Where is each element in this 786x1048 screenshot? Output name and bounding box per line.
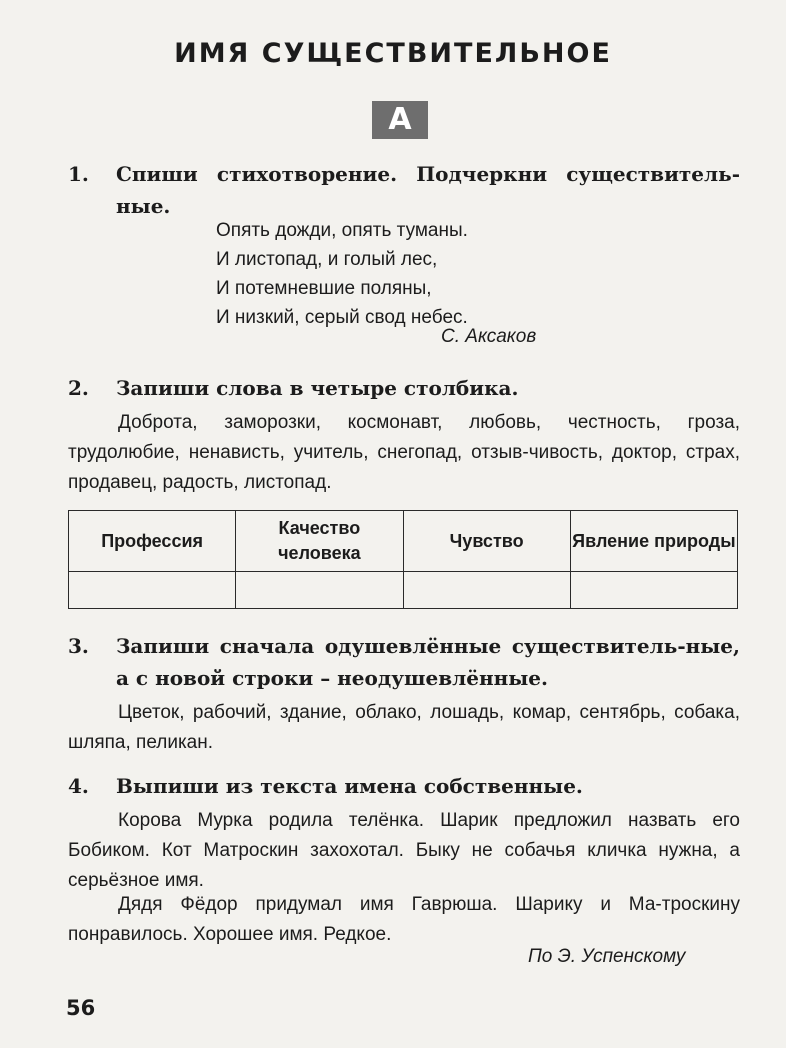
story-paragraph-1: Корова Мурка родила телёнка. Шарик предложил назвать его Бобиком. Кот Матроскин захохотал. Быку не собачья кличка нужна, а серьёзное имя. [68,810,740,891]
column-header-nature: Явление природы [570,511,737,572]
poem-author: С. Аксаков [441,326,537,347]
task-3-instruction: Запиши сначала одушевлённые существитель-ные, а с новой строки – неодушевлённые. [116,634,740,690]
task-4-instruction: Выпиши из текста имена собственные. [116,774,583,798]
story-paragraph-2: Дядя Фёдор придумал имя Гаврюша. Шарику и Ма-троскину понравилось. Хорошее имя. Редкое. [68,894,740,945]
task-2 [68,372,740,404]
page-number: 56 [66,996,96,1020]
task-2-word-list: Доброта, заморозки, космонавт, любовь, честность, гроза, трудолюбие, ненависть, учитель, снегопад, отзыв-чивость, доктор, страх, продавец, радость, листопад. [68,412,740,493]
answer-cell[interactable] [403,572,570,609]
poem-line: Опять дожди, опять туманы. [216,220,468,241]
task-3-word-list: Цветок, рабочий, здание, облако, лошадь, комар, сентябрь, собака, шляпа, пеликан. [68,702,740,753]
task-1-instruction: Спиши стихотворение. Подчеркни существитель-ные. [116,162,740,218]
poem-line: И листопад, и голый лес, [216,249,438,270]
poem-line: И низкий, серый свод небес. [216,307,468,328]
task-3-number: 3. [68,634,89,658]
column-header-quality: Качество человека [236,511,403,572]
task-1 [68,158,740,222]
task-4 [68,770,740,802]
task-3 [68,630,740,694]
poem-line: И потемневшие поляны, [216,278,432,299]
answer-cell[interactable] [69,572,236,609]
answer-cell[interactable] [236,572,403,609]
table-header-row [69,511,738,572]
column-header-feeling: Чувство [403,511,570,572]
poem [216,216,576,332]
answer-cell[interactable] [570,572,737,609]
task-2-instruction: Запиши слова в четыре столбика. [116,376,519,400]
page-title: ИМЯ СУЩЕСТВИТЕЛЬНОЕ [174,38,612,69]
level-badge: А [372,101,428,139]
task-1-number: 1. [68,162,89,186]
task-4-number: 4. [68,774,89,798]
story-source: По Э. Успенскому [528,946,686,967]
classification-table [68,510,738,609]
table-row [69,572,738,609]
column-header-profession: Профессия [69,511,236,572]
task-2-number: 2. [68,376,89,400]
